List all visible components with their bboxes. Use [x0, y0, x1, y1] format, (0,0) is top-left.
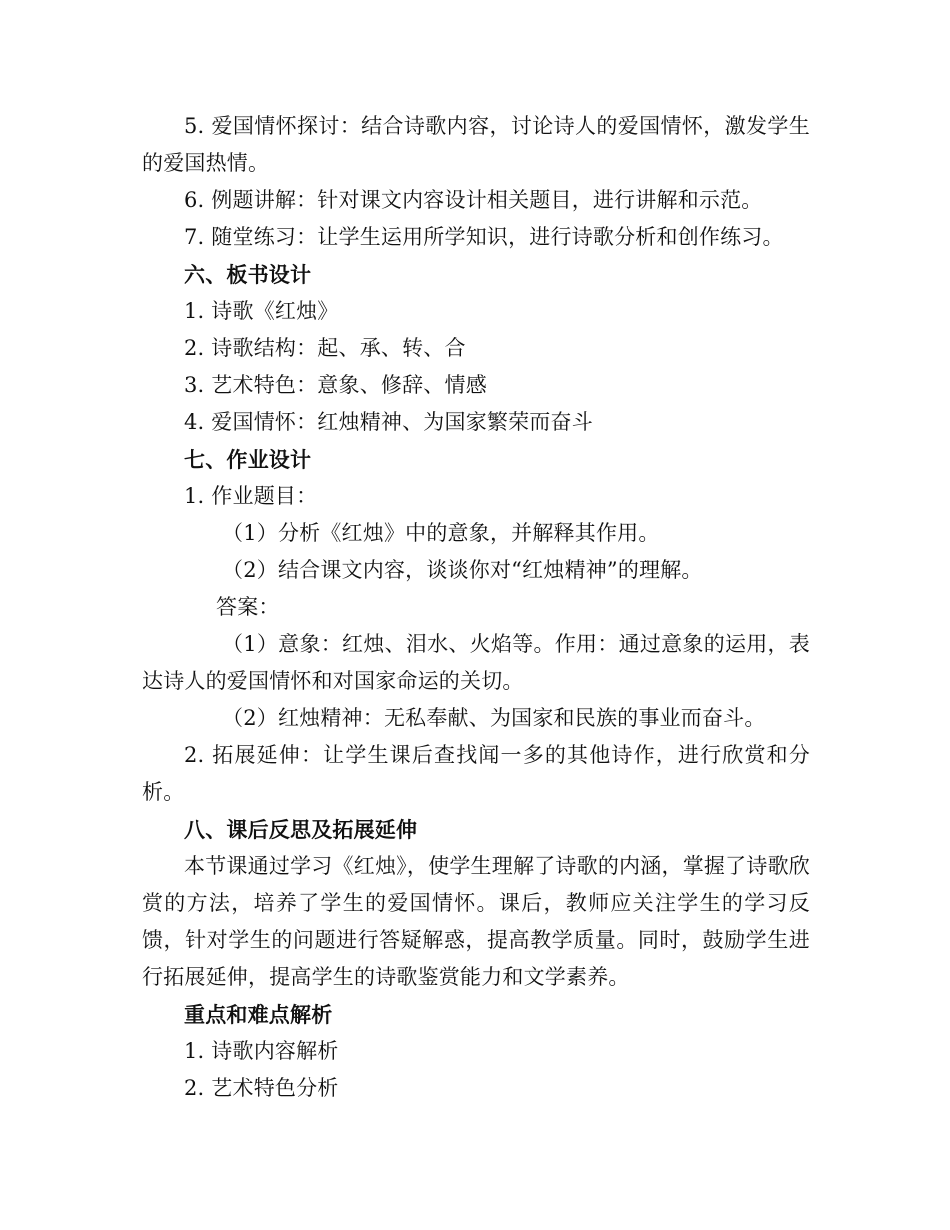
list-item-patriotism: 4. 爱国情怀：红烛精神、为国家繁荣而奋斗 [184, 410, 593, 434]
paragraph-reflection: 本节课通过学习《红烛》，使学生理解了诗歌的内涵，掌握了诗歌欣赏的方法，培养了学生的爱国情怀。课后，教师应关注学生的学习反馈，针对学生的问题进行答疑解惑，提高教学质量。同时，鼓励学生进行拓展延伸，提高学生的诗歌鉴赏能力和文学素养。 [142, 854, 810, 989]
document-page [142, 108, 810, 1107]
sub-item-question-2: （2）结合课文内容，谈谈你对“红烛精神”的理解。 [222, 558, 703, 582]
paragraph-extension: 2. 拓展延伸：让学生课后查找闻一多的其他诗作，进行欣赏和分析。 [142, 743, 810, 804]
section-heading-blackboard-design: 六、板书设计 [184, 262, 312, 287]
list-item-art-analysis: 2. 艺术特色分析 [184, 1076, 339, 1100]
list-item-classroom-practice: 7. 随堂练习：让学生运用所学知识，进行诗歌分析和创作练习。 [184, 225, 784, 249]
answer-paragraph-1: （1）意象：红烛、泪水、火焰等。作用：通过意象的运用，表达诗人的爱国情怀和对国家命运的关切。 [142, 632, 810, 693]
section-heading-key-points: 重点和难点解析 [184, 1002, 333, 1027]
sub-item-question-1: （1）分析《红烛》中的意象，并解释其作用。 [222, 521, 660, 545]
section-heading-homework-design: 七、作业设计 [184, 447, 312, 472]
section-heading-reflection: 八、课后反思及拓展延伸 [184, 817, 418, 842]
list-item-art-features: 3. 艺术特色：意象、修辞、情感 [184, 373, 487, 397]
list-item-content-analysis: 1. 诗歌内容解析 [184, 1039, 339, 1063]
list-item-poem-structure: 2. 诗歌结构：起、承、转、合 [184, 336, 466, 360]
list-item-homework-questions: 1. 作业题目： [184, 484, 318, 508]
list-item-poem-title: 1. 诗歌《红烛》 [184, 299, 339, 323]
list-item-example-explanation: 6. 例题讲解：针对课文内容设计相关题目，进行讲解和示范。 [184, 188, 763, 212]
answer-label: 答案： [216, 595, 280, 619]
answer-item-2: （2）红烛精神：无私奉献、为国家和民族的事业而奋斗。 [222, 706, 766, 730]
paragraph-patriotism-discussion: 5. 爱国情怀探讨：结合诗歌内容，讨论诗人的爱国情怀，激发学生的爱国热情。 [142, 114, 810, 175]
